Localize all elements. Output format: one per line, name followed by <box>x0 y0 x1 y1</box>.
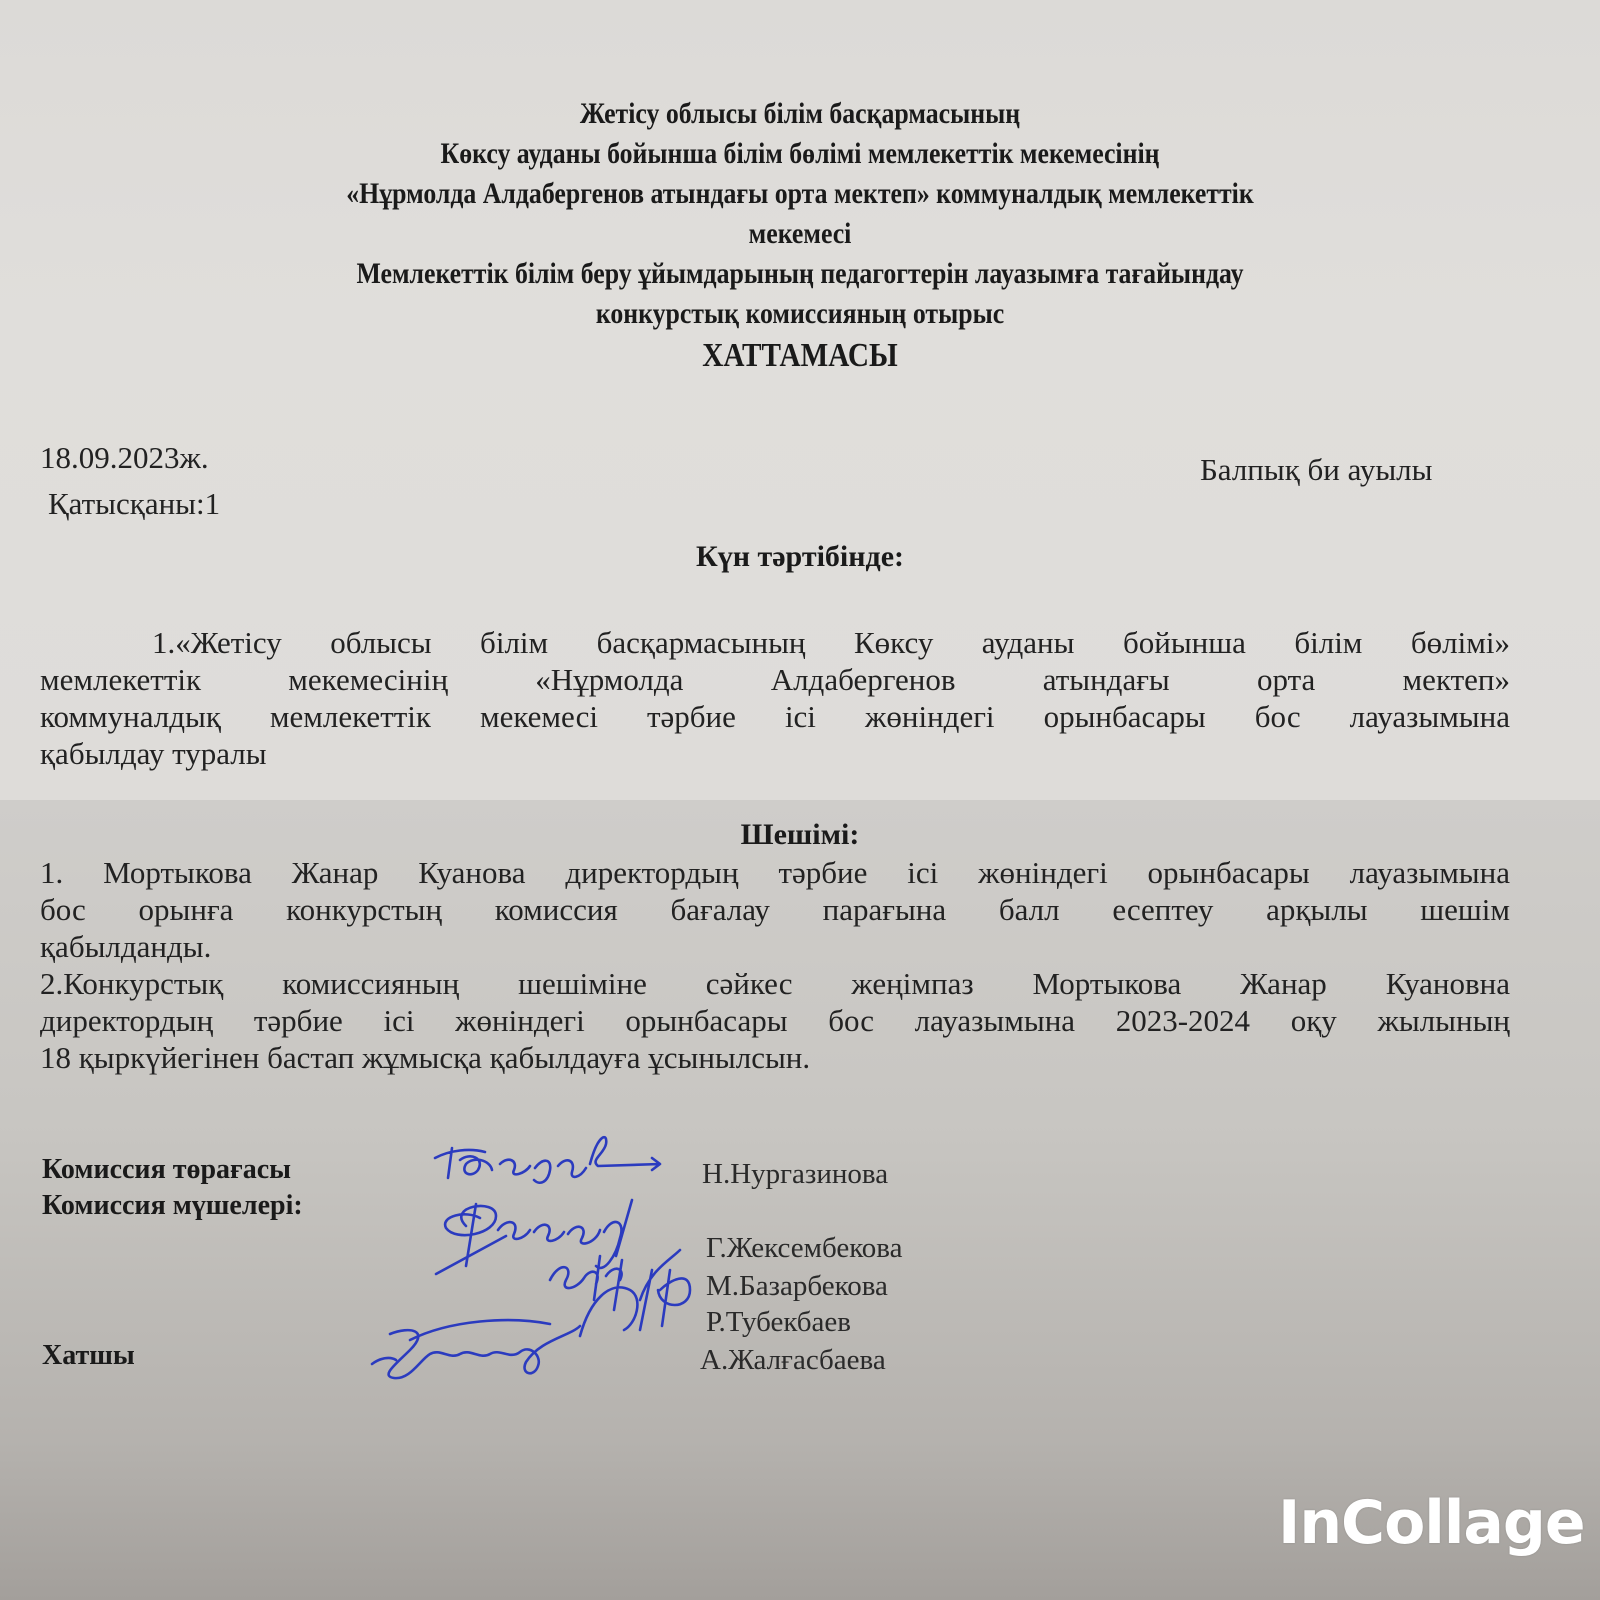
incollage-watermark: InCollage <box>1278 1488 1585 1558</box>
document-date: 18.09.2023ж. <box>40 440 209 475</box>
decision-line: бос орынға конкурстың комиссия бағалау парағына балл есептеу арқылы шешім <box>40 892 1510 927</box>
header-line: Мемлекеттік білім беру ұйымдарының педагогтерін лауазымға тағайындау <box>356 257 1244 290</box>
member-name: Г.Жексембекова <box>706 1232 903 1264</box>
header-line: «Нұрмолда Алдабергенов атындағы орта мектеп» коммуналдық мемлекеттік <box>346 177 1254 210</box>
decision-line: қабылданды. <box>40 929 212 964</box>
agenda-line: қабылдау туралы <box>40 736 267 771</box>
header-line: Көксу ауданы бойынша білім бөлімі мемлекеттік мекемесінің <box>440 137 1160 170</box>
secretary-name: А.Жалғасбаева <box>700 1344 886 1376</box>
secretary-label: Хатшы <box>42 1340 135 1371</box>
member-name: Р.Тубекбаев <box>706 1306 851 1338</box>
decision-line: 18 қыркүйегінен бастап жұмысқа қабылдауға ұсынылсын. <box>40 1040 811 1075</box>
chair-label: Комиссия төрағасы <box>42 1154 292 1185</box>
decision-line: 2.Конкурстық комиссияның шешіміне сәйкес жеңімпаз Мортыкова Жанар Куановна <box>40 966 1510 1001</box>
chair-signature <box>430 1130 690 1195</box>
agenda-line: 1.«Жетісу облысы білім басқармасының Көксу ауданы бойынша білім бөлімі» <box>152 625 1510 660</box>
decision-line: директордың тәрбие ісі жөніндегі орынбасары бос лауазымына 2023-2024 оқу жылының <box>40 1003 1510 1038</box>
secretary-signature <box>370 1320 610 1395</box>
agenda-line: мемлекеттік мекемесінің «Нұрмолда Алдабергенов атындағы орта мектеп» <box>40 662 1510 697</box>
agenda-heading: Күн тәртібінде: <box>695 540 905 573</box>
document-location: Балпық би ауылы <box>1200 452 1433 487</box>
member-name: М.Базарбекова <box>706 1270 888 1302</box>
decision-heading: Шешімі: <box>740 818 860 851</box>
attendance-count: Қатысқаны:1 <box>48 486 221 521</box>
agenda-line: коммуналдық мемлекеттік мекемесі тәрбие ісі жөніндегі орынбасары бос лауазымына <box>40 699 1510 734</box>
agenda-paragraph <box>40 624 1510 772</box>
header-line: мекемесі <box>748 217 852 250</box>
document-header <box>112 94 1488 376</box>
members-label: Комиссия мүшелері: <box>42 1190 303 1221</box>
header-line: Жетісу облысы білім басқармасының <box>579 97 1021 130</box>
header-line: конкурстық комиссияның отырыс <box>595 297 1005 330</box>
document-title: ХАТТАМАСЫ <box>702 337 898 374</box>
decision-line: 1. Мортыкова Жанар Куанова директордың тәрбие ісі жөніндегі орынбасары лауазымына <box>40 855 1510 890</box>
decision-paragraph <box>40 854 1510 1076</box>
chair-name: Н.Нургазинова <box>702 1158 889 1190</box>
